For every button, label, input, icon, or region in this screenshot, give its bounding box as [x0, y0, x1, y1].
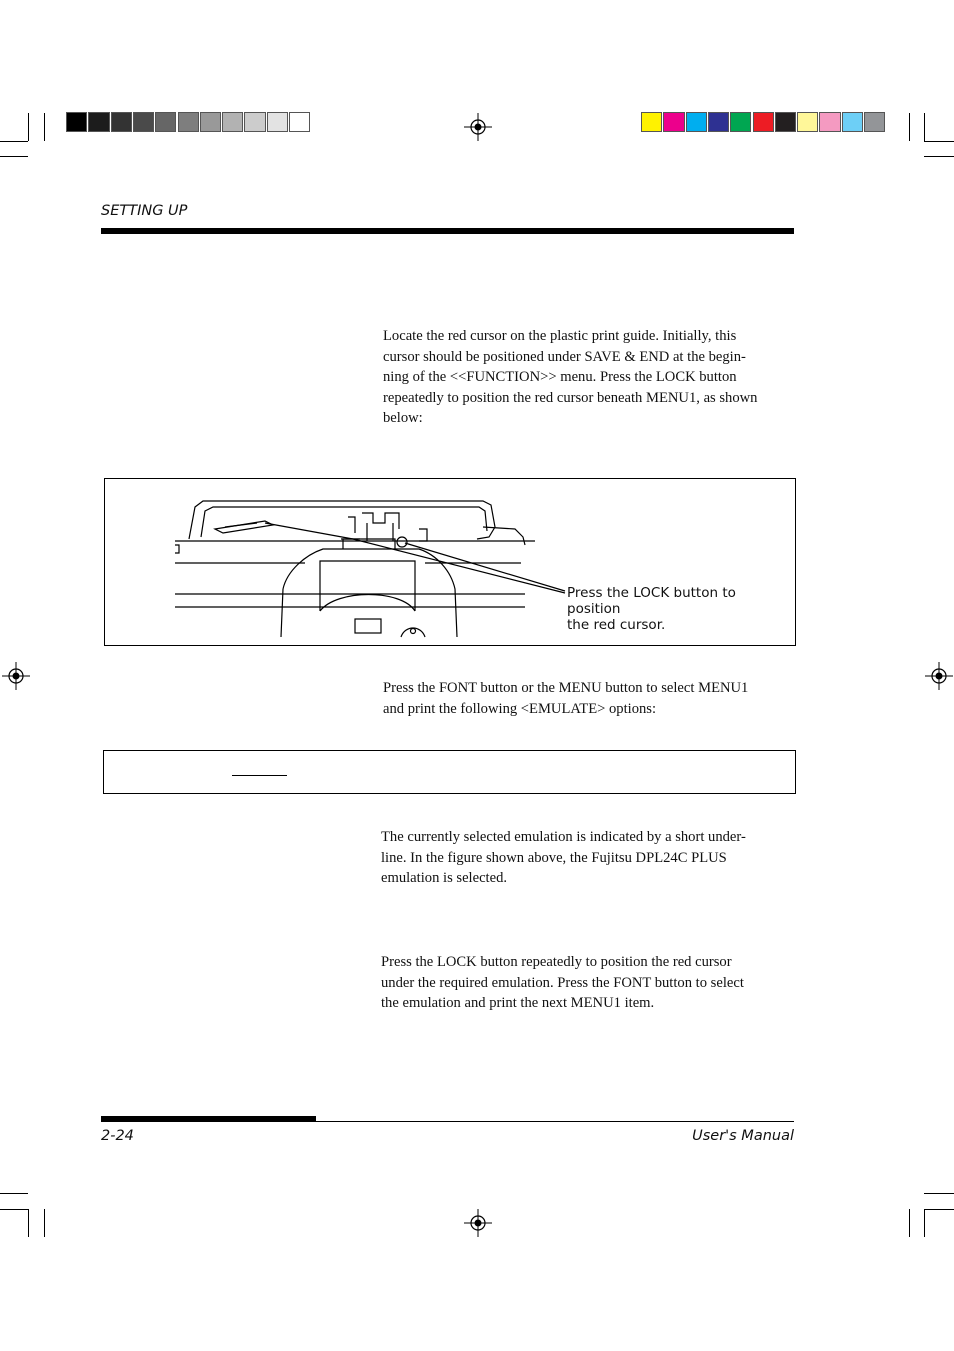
- text-line: repeatedly to position the red cursor beneath MENU1, as shown: [383, 389, 758, 406]
- text-line: the emulation and print the next MENU1 item.: [381, 995, 655, 1012]
- text-line: cursor should be positioned under SAVE & END at the begin-: [383, 348, 746, 365]
- calibration-swatch: [289, 112, 310, 132]
- instruction-paragraph-3: [381, 827, 795, 889]
- calibration-swatch: [178, 112, 199, 132]
- registration-target-icon: [464, 113, 492, 141]
- section-header: SETTING UP: [101, 203, 188, 219]
- calibration-swatch: [708, 112, 729, 132]
- text-line: Press the FONT button or the MENU button to select MENU1: [383, 680, 749, 696]
- text-line: under the required emulation. Press the FONT button to select: [381, 974, 744, 991]
- calibration-swatch: [753, 112, 774, 132]
- footer-rule-thick: [101, 1116, 316, 1122]
- calibration-swatch: [200, 112, 221, 132]
- calibration-swatch: [66, 112, 87, 132]
- calibration-swatch: [864, 112, 885, 132]
- text-line: and print the following <EMULATE> options:: [383, 700, 657, 717]
- calibration-swatch: [88, 112, 109, 132]
- calibration-swatch: [686, 112, 707, 132]
- calibration-swatch: [155, 112, 176, 132]
- text-line: The currently selected emulation is indicated by a short under-: [381, 829, 746, 845]
- calibration-swatch: [775, 112, 796, 132]
- callout-line: position: [567, 601, 621, 617]
- emulate-options-printout: [103, 750, 796, 794]
- callout-line: the red cursor.: [567, 617, 666, 633]
- header-rule: [101, 228, 794, 234]
- callout-line: Press the LOCK button to: [567, 585, 736, 601]
- calibration-swatch: [267, 112, 288, 132]
- calibration-swatch: [133, 112, 154, 132]
- calibration-swatch: [244, 112, 265, 132]
- calibration-swatch: [842, 112, 863, 132]
- text-line: below:: [383, 410, 423, 427]
- registration-target-icon: [925, 662, 953, 690]
- registration-target-icon: [2, 662, 30, 690]
- selected-emulation-underline: [232, 775, 287, 776]
- print-guide-figure: [104, 478, 796, 646]
- page-number: 2-24: [101, 1128, 134, 1144]
- calibration-swatch: [730, 112, 751, 132]
- instruction-paragraph-4: [381, 952, 795, 1014]
- manual-title: User's Manual: [692, 1128, 794, 1144]
- text-line: emulation is selected.: [381, 870, 508, 887]
- calibration-swatch: [222, 112, 243, 132]
- text-line: ning of the <<FUNCTION>> menu. Press the LOCK button: [383, 369, 737, 386]
- instruction-paragraph-2: [383, 678, 797, 719]
- lock-button-callout: [567, 585, 736, 633]
- text-line: line. In the figure shown above, the Fujitsu DPL24C PLUS: [381, 849, 727, 866]
- footer-rule-thin: [316, 1121, 794, 1122]
- registration-target-icon: [464, 1209, 492, 1237]
- calibration-swatch: [819, 112, 840, 132]
- calibration-swatch: [641, 112, 662, 132]
- instruction-paragraph-1: [383, 326, 797, 429]
- calibration-swatch: [111, 112, 132, 132]
- calibration-swatch: [663, 112, 684, 132]
- calibration-swatch: [797, 112, 818, 132]
- text-line: Locate the red cursor on the plastic print guide. Initially, this: [383, 328, 737, 344]
- text-line: Press the LOCK button repeatedly to position the red cursor: [381, 954, 732, 970]
